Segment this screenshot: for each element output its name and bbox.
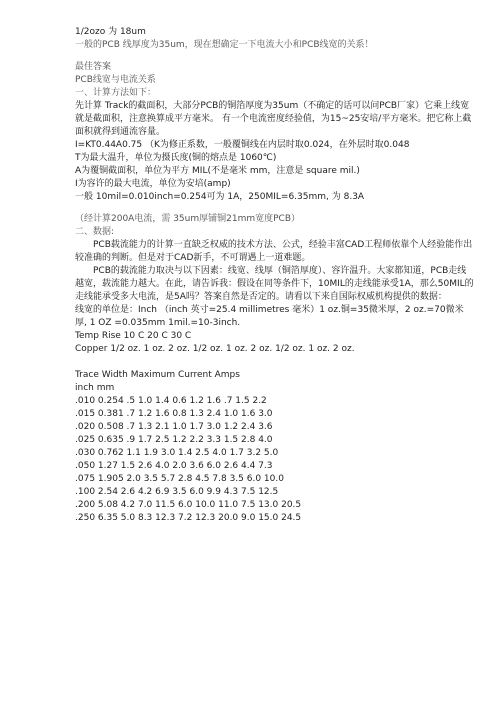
table-row: .050 1.27 1.5 2.6 4.0 2.0 3.6 6.0 2.6 4.4 7.3 (75, 461, 273, 471)
document-body (75, 26, 475, 525)
text-line: T为最大温升，单位为摄氏度(铜的熔点是 1060℃) (75, 153, 277, 163)
text-line: （经计算200A电流，需 35um厚铺铜21mm宽度PCB） (75, 214, 300, 224)
table-row: .030 0.762 1.1 1.9 3.0 1.4 2.5 4.0 1.7 3.2 5.0 (75, 448, 279, 458)
text-line: A为覆铜截面积，单位为平方 MIL(不是毫米 mm，注意是 square mil.) (75, 166, 360, 176)
table-row: .250 6.35 5.0 8.3 12.3 7.2 12.3 20.0 9.0 15.0 24.5 (75, 513, 302, 523)
question-text: 一般的PCB 线厚度为35um，现在想确定一下电流大小和PCB线宽的关系！ (75, 40, 374, 50)
table-row: .200 5.08 4.2 7.0 11.5 6.0 10.0 11.0 7.5 13.0 20.5 (75, 500, 302, 510)
section-heading-1: 一、计算方法如下： (75, 88, 157, 98)
table-header-temp: Temp Rise 10 C 20 C 30 C (75, 331, 192, 341)
paragraph: 先计算 Track的截面积，大部分PCB的铜箔厚度为35um（不确定的话可以问PCB厂家）它乘上线宽就是截面积，注意换算成平方毫米。 有一个电流密度经验值，为15~25安培/平方毫米。把它称上截面积就得到通流容量。 (75, 101, 472, 137)
text-line: I为容许的最大电流，单位为安培(amp) (75, 179, 231, 189)
table-row: .010 0.254 .5 1.0 1.4 0.6 1.2 1.6 .7 1.5 2.2 (75, 396, 267, 406)
formula-line: I=KT0.44A0.75 （K为修正系数，一般覆铜线在内层时取0.024，在外层时取0.048 (75, 140, 410, 150)
table-header-copper: Copper 1/2 oz. 1 oz. 2 oz. 1/2 oz. 1 oz. 2 oz. 1/2 oz. 1 oz. 2 oz. (75, 344, 355, 354)
paragraph: PCB的载流能力取决与以下因素：线宽、线厚（铜箔厚度）、容许温升。大家都知道，PCB走线越宽，载流能力越大。在此，请告诉我：假设在同等条件下，10MIL的走线能承受1A，那么50MIL的走线能承受多大电流，是5A吗？答案自然是否定的。请看以下来自国际权威机构提供的数据： (75, 266, 474, 302)
text-line: 1/2ozo 为 18um (75, 27, 146, 37)
table-header-units: inch mm (75, 383, 115, 393)
table-row: .025 0.635 .9 1.7 2.5 1.2 2.2 3.3 1.5 2.8 4.0 (75, 435, 273, 445)
table-row: .015 0.381 .7 1.2 1.6 0.8 1.3 2.4 1.0 1.6 3.0 (75, 409, 273, 419)
best-answer-label: 最佳答案 (75, 62, 112, 72)
table-row: .075 1.905 2.0 3.5 5.7 2.8 4.5 7.8 3.5 6.0 10.0 (75, 474, 284, 484)
table-rows (75, 395, 475, 525)
paragraph: PCB载流能力的计算一直缺乏权威的技术方法、公式，经验丰富CAD工程师依靠个人经验能作出较准确的判断。但是对于CAD新手，不可谓遇上一道难题。 (75, 240, 473, 263)
unit-note: 线宽的单位是：Inch （inch 英寸=25.4 millimetres 毫米）1 oz.铜=35微米厚，2 oz.=70微米厚, 1 OZ =0.035mm 1mil.=10-3inch. (75, 305, 464, 328)
section-heading-2: 二、数据: (75, 227, 115, 237)
table-header-width: Trace Width Maximum Current Amps (75, 370, 240, 380)
text-line: 一般 10mil=0.010inch=0.254可为 1A，250MIL=6.35mm, 为 8.3A (75, 192, 365, 202)
section-title: PCB线宽与电流关系 (75, 75, 156, 85)
table-row: .100 2.54 2.6 4.2 6.9 3.5 6.0 9.9 4.3 7.5 12.5 (75, 487, 279, 497)
table-row: .020 0.508 .7 1.3 2.1 1.0 1.7 3.0 1.2 2.4 3.6 (75, 422, 273, 432)
